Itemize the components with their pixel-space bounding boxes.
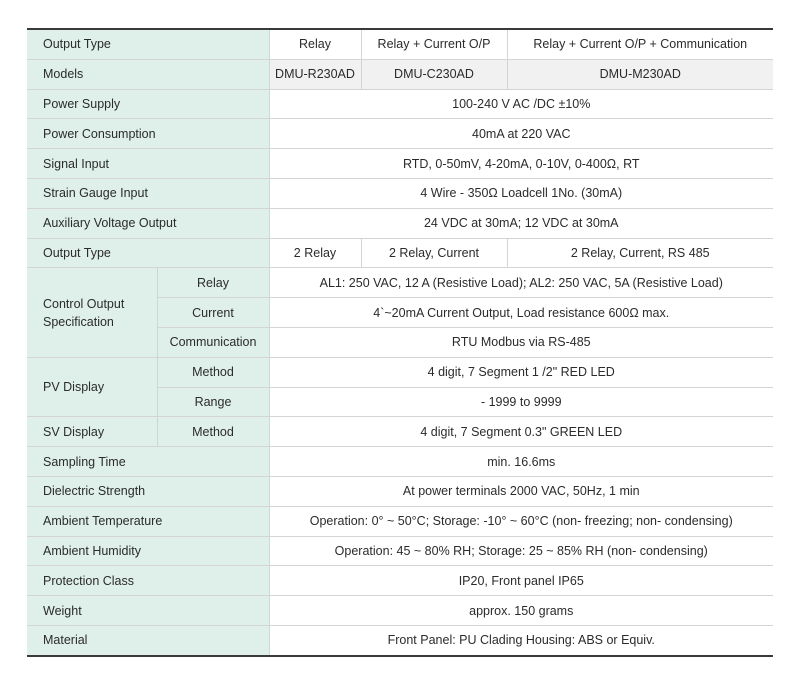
table-row	[27, 268, 773, 298]
group-label-control-output: Control Output Specification	[27, 268, 157, 357]
table-row	[27, 178, 773, 208]
table-row	[27, 238, 773, 268]
row-label: Models	[27, 59, 269, 89]
row-label: Output Type	[27, 238, 269, 268]
row-label: Material	[27, 625, 269, 655]
output-type-2-relay-current-rs485: 2 Relay, Current, RS 485	[507, 238, 773, 268]
model-r: DMU-R230AD	[269, 59, 361, 89]
row-label: Ambient Humidity	[27, 536, 269, 566]
row-label: Output Type	[27, 29, 269, 59]
output-type-relay-current-comm: Relay + Current O/P + Communication	[507, 29, 773, 59]
row-label: Signal Input	[27, 149, 269, 179]
table-row	[27, 566, 773, 596]
table-row	[27, 59, 773, 89]
sub-label-current: Current	[157, 298, 269, 328]
table-row	[27, 476, 773, 506]
row-label: Weight	[27, 596, 269, 626]
model-m: DMU-M230AD	[507, 59, 773, 89]
row-value: RTU Modbus via RS-485	[269, 327, 773, 357]
table-row	[27, 506, 773, 536]
sub-label-communication: Communication	[157, 327, 269, 357]
output-type-2-relay: 2 Relay	[269, 238, 361, 268]
row-value: min. 16.6ms	[269, 447, 773, 477]
row-value: AL1: 250 VAC, 12 A (Resistive Load); AL2: 250 VAC, 5A (Resistive Load)	[269, 268, 773, 298]
specification-table	[27, 28, 773, 657]
output-type-relay: Relay	[269, 29, 361, 59]
row-value: Operation: 0° ~ 50°C; Storage: -10° ~ 60°C (non- freezing; non- condensing)	[269, 506, 773, 536]
row-value: approx. 150 grams	[269, 596, 773, 626]
group-label-sv-display: SV Display	[27, 417, 157, 447]
model-c: DMU-C230AD	[361, 59, 507, 89]
table-row	[27, 447, 773, 477]
output-type-relay-current: Relay + Current O/P	[361, 29, 507, 59]
row-value: 4 Wire - 350Ω Loadcell 1No. (30mA)	[269, 178, 773, 208]
table-row	[27, 625, 773, 655]
output-type-2-relay-current: 2 Relay, Current	[361, 238, 507, 268]
row-value: 100-240 V AC /DC ±10%	[269, 89, 773, 119]
table-row	[27, 119, 773, 149]
row-label: Power Supply	[27, 89, 269, 119]
row-value: Operation: 45 ~ 80% RH; Storage: 25 ~ 85% RH (non- condensing)	[269, 536, 773, 566]
row-value: 4 digit, 7 Segment 1 /2" RED LED	[269, 357, 773, 387]
table-row	[27, 208, 773, 238]
row-value: IP20, Front panel IP65	[269, 566, 773, 596]
row-value: 4 digit, 7 Segment 0.3" GREEN LED	[269, 417, 773, 447]
table-row	[27, 357, 773, 387]
row-label: Auxiliary Voltage Output	[27, 208, 269, 238]
row-value: At power terminals 2000 VAC, 50Hz, 1 min	[269, 476, 773, 506]
table-row	[27, 149, 773, 179]
row-value: - 1999 to 9999	[269, 387, 773, 417]
sub-label-range: Range	[157, 387, 269, 417]
sub-label-method: Method	[157, 417, 269, 447]
table-row	[27, 417, 773, 447]
row-value: 40mA at 220 VAC	[269, 119, 773, 149]
row-value: Front Panel: PU Clading Housing: ABS or Equiv.	[269, 625, 773, 655]
table-row	[27, 536, 773, 566]
row-label: Power Consumption	[27, 119, 269, 149]
row-label: Ambient Temperature	[27, 506, 269, 536]
row-label: Strain Gauge Input	[27, 178, 269, 208]
row-label: Protection Class	[27, 566, 269, 596]
table-row	[27, 29, 773, 59]
table-row	[27, 596, 773, 626]
group-label-pv-display: PV Display	[27, 357, 157, 417]
row-value: 4`~20mA Current Output, Load resistance 600Ω max.	[269, 298, 773, 328]
sub-label-method: Method	[157, 357, 269, 387]
row-value: RTD, 0-50mV, 4-20mA, 0-10V, 0-400Ω, RT	[269, 149, 773, 179]
row-value: 24 VDC at 30mA; 12 VDC at 30mA	[269, 208, 773, 238]
row-label: Sampling Time	[27, 447, 269, 477]
sub-label-relay: Relay	[157, 268, 269, 298]
table-row	[27, 89, 773, 119]
row-label: Dielectric Strength	[27, 476, 269, 506]
